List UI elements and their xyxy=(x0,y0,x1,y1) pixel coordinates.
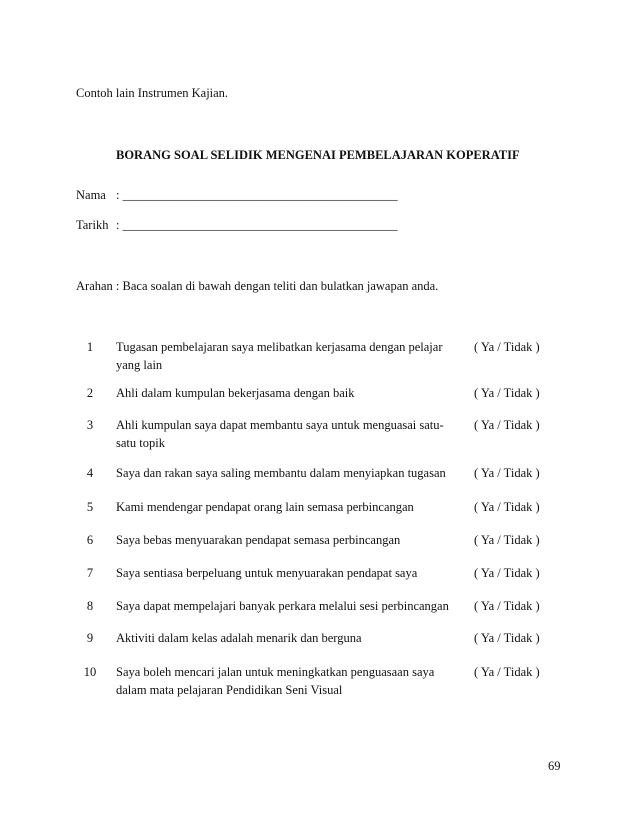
question-number: 7 xyxy=(86,566,94,580)
question-number: 6 xyxy=(86,533,94,547)
answer-choice[interactable]: ( Ya / Tidak ) xyxy=(474,386,540,400)
question-number: 5 xyxy=(86,500,94,514)
question-text: Saya dan rakan saya saling membantu dalam menyiapkan tugasan xyxy=(116,466,446,480)
question-number: 8 xyxy=(86,599,94,613)
question-text: Kami mendengar pendapat orang lain semasa perbincangan xyxy=(116,500,414,514)
question-text: Saya bebas menyuarakan pendapat semasa perbincangan xyxy=(116,533,401,547)
question-number: 4 xyxy=(86,466,94,480)
answer-choice[interactable]: ( Ya / Tidak ) xyxy=(474,599,540,613)
question-text: Saya boleh mencari jalan untuk meningkatkan penguasaan saya dalam mata pelajaran Pendidikan Seni Visual xyxy=(116,665,435,697)
instruction-text: Arahan : Baca soalan di bawah dengan teliti dan bulatkan jawapan anda. xyxy=(76,279,439,293)
question-text: Saya dapat mempelajari banyak perkara melalui sesi perbincangan xyxy=(116,599,449,613)
form-title: BORANG SOAL SELIDIK MENGENAI PEMBELAJARAN KOPERATIF xyxy=(116,148,520,162)
question-text: Tugasan pembelajaran saya melibatkan kerjasama dengan pelajar yang lain xyxy=(116,340,443,372)
answer-choice[interactable]: ( Ya / Tidak ) xyxy=(474,665,540,679)
answer-choice[interactable]: ( Ya / Tidak ) xyxy=(474,340,540,354)
question-number: 10 xyxy=(83,665,97,679)
question-number: 9 xyxy=(86,631,94,645)
question-number: 3 xyxy=(86,418,94,432)
answer-choice[interactable]: ( Ya / Tidak ) xyxy=(474,566,540,580)
answer-choice[interactable]: ( Ya / Tidak ) xyxy=(474,533,540,547)
answer-choice[interactable]: ( Ya / Tidak ) xyxy=(474,500,540,514)
date-label: Tarikh xyxy=(76,218,109,232)
name-label: Nama xyxy=(76,188,106,202)
page-number: 69 xyxy=(548,759,561,773)
answer-choice[interactable]: ( Ya / Tidak ) xyxy=(474,466,540,480)
question-text: Ahli kumpulan saya dapat membantu saya untuk menguasai satu-satu topik xyxy=(116,418,444,450)
question-text: Aktiviti dalam kelas adalah menarik dan berguna xyxy=(116,631,362,645)
intro-text: Contoh lain Instrumen Kajian. xyxy=(76,86,229,100)
name-blank-line: : ____________________________________________ xyxy=(116,188,398,202)
question-text: Saya sentiasa berpeluang untuk menyuarakan pendapat saya xyxy=(116,566,418,580)
answer-choice[interactable]: ( Ya / Tidak ) xyxy=(474,418,540,432)
date-blank-line: : ____________________________________________ xyxy=(116,218,398,232)
date-field-row xyxy=(76,218,398,233)
name-field-row xyxy=(76,188,398,203)
question-number: 1 xyxy=(86,340,94,354)
answer-choice[interactable]: ( Ya / Tidak ) xyxy=(474,631,540,645)
question-number: 2 xyxy=(86,386,94,400)
question-text: Ahli dalam kumpulan bekerjasama dengan baik xyxy=(116,386,355,400)
